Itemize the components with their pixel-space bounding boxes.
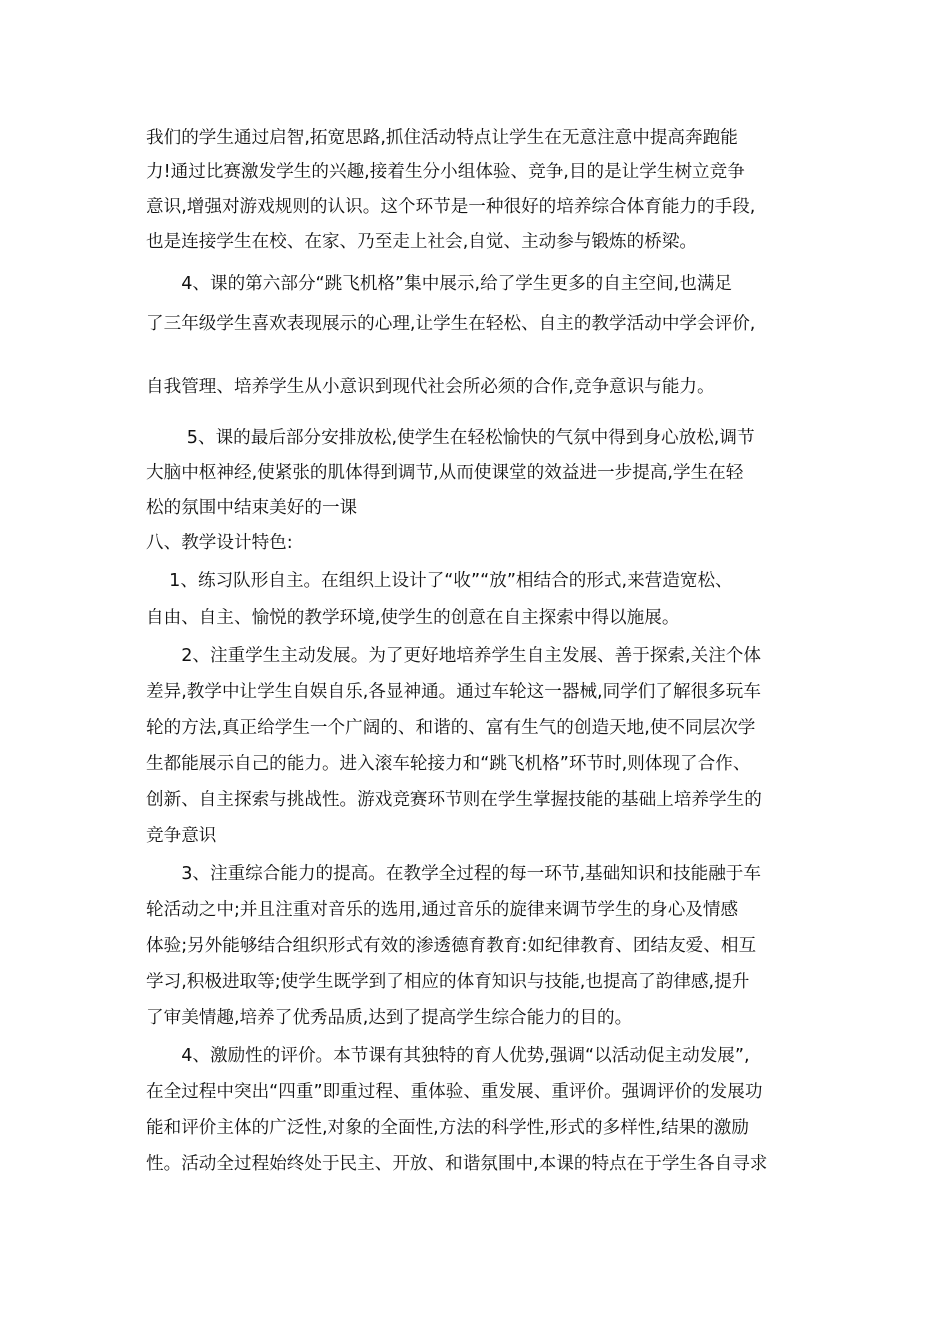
text-line: 我们的学生通过启智,拓宽思路,抓住活动特点让学生在无意注意中提高奔跑能: [146, 128, 738, 148]
text-line: 意识,增强对游戏规则的认识。这个环节是一种很好的培养综合体育能力的手段,: [146, 197, 756, 217]
text-line: 5、课的最后部分安排放松,使学生在轻松愉快的气氛中得到身心放松,调节: [146, 428, 755, 448]
text-line: 竞争意识: [146, 826, 217, 846]
text-line: 在全过程中突出“四重”即重过程、重体验、重发展、重评价。强调评价的发展功: [146, 1082, 763, 1102]
text-line: 4、激励性的评价。本节课有其独特的育人优势,强调“以活动促主动发展”,: [146, 1046, 750, 1066]
text-line: 大脑中枢神经,使紧张的肌体得到调节,从而使课堂的效益进一步提高,学生在轻: [146, 463, 744, 483]
text-line: 1、练习队形自主。在组织上设计了“收”“放”相结合的形式,来营造宽松、: [146, 571, 733, 591]
text-line: 了审美情趣,培养了优秀品质,达到了提高学生综合能力的目的。: [146, 1008, 633, 1028]
text-line: 生都能展示自己的能力。进入滚车轮接力和“跳飞机格”环节时,则体现了合作、: [146, 754, 751, 774]
text-line: 力!通过比赛激发学生的兴趣,接着生分小组体验、竞争,目的是让学生树立竞争: [146, 162, 745, 182]
text-line: 2、注重学生主动发展。为了更好地培养学生自主发展、善于探索,关注个体: [146, 646, 761, 666]
text-line: 创新、自主探索与挑战性。游戏竞赛环节则在学生掌握技能的基础上培养学生的: [146, 790, 762, 810]
text-line: 自由、自主、愉悦的教学环境,使学生的创意在自主探索中得以施展。: [146, 608, 680, 628]
text-line: 自我管理、培养学生从小意识到现代社会所必须的合作,竞争意识与能力。: [146, 377, 715, 397]
text-line: 体验;另外能够结合组织形式有效的渗透德育教育:如纪律教育、团结友爱、相互: [146, 936, 757, 956]
text-line: 轮的方法,真正给学生一个广阔的、和谐的、富有生气的创造天地,使不同层次学: [146, 718, 756, 738]
text-line: 轮活动之中;并且注重对音乐的选用,通过音乐的旋律来调节学生的身心及情感: [146, 900, 739, 920]
text-line: 了三年级学生喜欢表现展示的心理,让学生在轻松、自主的教学活动中学会评价,: [146, 314, 756, 334]
text-line: 学习,积极进取等;使学生既学到了相应的体育知识与技能,也提高了韵律感,提升: [146, 972, 750, 992]
text-line: 松的氛围中结束美好的一课: [146, 498, 358, 518]
text-line: 能和评价主体的广泛性,对象的全面性,方法的科学性,形式的多样性,结果的激励: [146, 1118, 749, 1138]
text-line: 差异,教学中让学生自娱自乐,各显神通。通过车轮这一器械,同学们了解很多玩车: [146, 682, 761, 702]
text-line: 4、课的第六部分“跳飞机格”集中展示,给了学生更多的自主空间,也满足: [146, 274, 733, 294]
text-line: 3、注重综合能力的提高。在教学全过程的每一环节,基础知识和技能融于车: [146, 864, 761, 884]
section-heading: 八、教学设计特色:: [146, 533, 293, 553]
text-line: 也是连接学生在校、在家、乃至走上社会,自觉、主动参与锻炼的桥梁。: [146, 232, 698, 252]
text-line: 性。活动全过程始终处于民主、开放、和谐氛围中,本课的特点在于学生各自寻求: [146, 1154, 768, 1174]
